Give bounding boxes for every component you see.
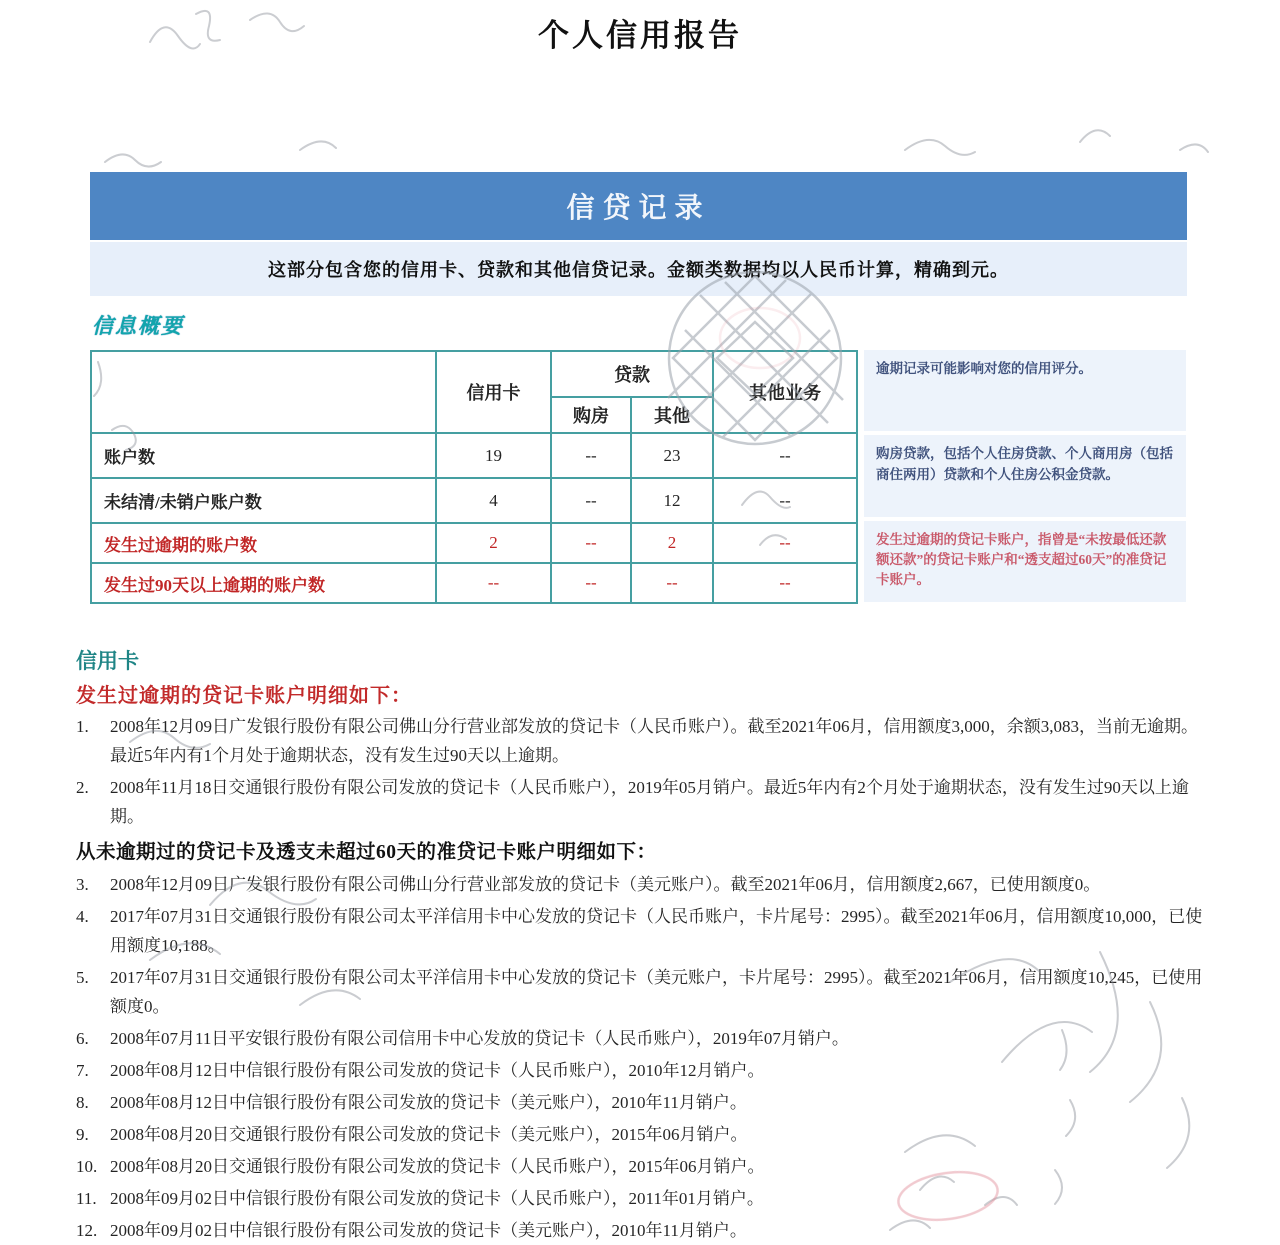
list-item xyxy=(76,1120,1212,1149)
cell-value: 2 xyxy=(631,523,713,563)
cell-value: -- xyxy=(551,433,631,478)
note-overdue-card-definition: 发生过逾期的贷记卡账户，指曾是“未按最低还款额还款”的贷记卡账户和“透支超过60天”的准贷记卡账户。 xyxy=(864,521,1186,602)
item-text: 2008年08月20日交通银行股份有限公司发放的贷记卡（人民币账户），2015年06月销户。 xyxy=(110,1157,765,1176)
item-text: 2008年08月12日中信银行股份有限公司发放的贷记卡（美元账户），2010年11月销户。 xyxy=(110,1093,747,1112)
item-text: 2017年07月31日交通银行股份有限公司太平洋信用卡中心发放的贷记卡（美元账户，卡片尾号：2995）。截至2021年06月，信用额度10,245，已使用额度0。 xyxy=(110,968,1203,1016)
credit-record-banner xyxy=(90,172,1187,240)
row-label-accounts: 账户数 xyxy=(91,433,436,478)
list-item xyxy=(76,1088,1212,1117)
list-item xyxy=(76,1152,1212,1181)
banner-label: 信贷记录 xyxy=(566,192,711,223)
item-text: 2008年08月12日中信银行股份有限公司发放的贷记卡（人民币账户），2010年12月销户。 xyxy=(110,1061,765,1080)
item-number: 7. xyxy=(76,1061,89,1080)
item-number: 10. xyxy=(76,1157,98,1176)
col-header-loan-house: 购房 xyxy=(551,397,631,433)
cell-value: 2 xyxy=(436,523,551,563)
cell-value: -- xyxy=(551,563,631,603)
item-number: 12. xyxy=(76,1221,98,1240)
col-header-loan-other: 其他 xyxy=(631,397,713,433)
list-item xyxy=(76,712,1212,770)
cell-value: 4 xyxy=(436,478,551,523)
table-row xyxy=(91,523,857,563)
credit-card-section-heading: 信用卡 xyxy=(76,649,139,673)
cell-value: 23 xyxy=(631,433,713,478)
item-number: 2. xyxy=(76,778,89,797)
summary-notes xyxy=(864,350,1186,602)
item-number: 1. xyxy=(76,717,89,736)
item-text: 2008年12月09日广发银行股份有限公司佛山分行营业部发放的贷记卡（美元账户）。截至2021年06月，信用额度2,667，已使用额度0。 xyxy=(110,875,1101,894)
item-number: 5. xyxy=(76,968,89,987)
table-row xyxy=(91,433,857,478)
table-row xyxy=(91,478,857,523)
section-subtitle: 这部分包含您的信用卡、贷款和其他信贷记录。金额类数据均以人民币计算，精确到元。 xyxy=(268,260,1009,280)
item-number: 4. xyxy=(76,907,89,926)
col-header-other-business: 其他业务 xyxy=(713,351,857,433)
list-item xyxy=(76,963,1212,1021)
note-house-loan-definition: 购房贷款，包括个人住房贷款、个人商用房（包括商住两用）贷款和个人住房公积金贷款。 xyxy=(864,435,1186,516)
item-text: 2008年09月02日中信银行股份有限公司发放的贷记卡（美元账户），2010年11月销户。 xyxy=(110,1221,747,1240)
item-text: 2008年07月11日平安银行股份有限公司信用卡中心发放的贷记卡（人民币账户），2019年07月销户。 xyxy=(110,1029,849,1048)
row-label-overdue-accounts: 发生过逾期的账户数 xyxy=(91,523,436,563)
never-overdue-heading: 从未逾期过的贷记卡及透支未超过60天的准贷记卡账户明细如下： xyxy=(76,842,657,863)
item-number: 11. xyxy=(76,1189,97,1208)
cell-value: -- xyxy=(713,478,857,523)
item-text: 2008年09月02日中信银行股份有限公司发放的贷记卡（人民币账户），2011年01月销户。 xyxy=(110,1189,764,1208)
item-text: 2008年12月09日广发银行股份有限公司佛山分行营业部发放的贷记卡（人民币账户）。截至2021年06月，信用额度3,000，余额3,083，当前无逾期。最近5年内有1个月处于逾期状态，没有发生过90天以上逾期。 xyxy=(110,717,1198,765)
cell-value: -- xyxy=(713,523,857,563)
cell-value: 19 xyxy=(436,433,551,478)
list-item xyxy=(76,1216,1212,1245)
list-item xyxy=(76,1184,1212,1213)
col-header-loans: 贷款 xyxy=(551,351,713,397)
cell-value: -- xyxy=(551,478,631,523)
cell-value: -- xyxy=(713,433,857,478)
item-number: 6. xyxy=(76,1029,89,1048)
item-number: 9. xyxy=(76,1125,89,1144)
item-text: 2017年07月31日交通银行股份有限公司太平洋信用卡中心发放的贷记卡（人民币账户，卡片尾号：2995）。截至2021年06月，信用额度10,000，已使用额度10,188。 xyxy=(110,907,1203,955)
list-item xyxy=(76,1056,1212,1085)
col-header-credit-card: 信用卡 xyxy=(436,351,551,433)
section-subtitle-band xyxy=(90,242,1187,296)
summary-heading: 信息概要 xyxy=(92,314,184,338)
table-row xyxy=(91,563,857,603)
item-text: 2008年11月18日交通银行股份有限公司发放的贷记卡（人民币账户），2019年05月销户。最近5年内有2个月处于逾期状态，没有发生过90天以上逾期。 xyxy=(110,778,1189,826)
page-title: 个人信用报告 xyxy=(538,18,742,53)
item-text: 2008年08月20日交通银行股份有限公司发放的贷记卡（美元账户），2015年06月销户。 xyxy=(110,1125,748,1144)
row-label-open-accounts: 未结清/未销户账户数 xyxy=(91,478,436,523)
list-item xyxy=(76,773,1212,831)
row-label-overdue-90days-accounts: 发生过90天以上逾期的账户数 xyxy=(91,563,436,603)
cell-value: -- xyxy=(631,563,713,603)
cell-value: -- xyxy=(436,563,551,603)
cell-value: 12 xyxy=(631,478,713,523)
overdue-cards-heading: 发生过逾期的贷记卡账户明细如下： xyxy=(76,685,412,707)
list-item xyxy=(76,902,1212,960)
cell-value: -- xyxy=(713,563,857,603)
credit-card-list xyxy=(76,712,1212,1245)
item-number: 3. xyxy=(76,875,89,894)
list-item xyxy=(76,1024,1212,1053)
item-number: 8. xyxy=(76,1093,89,1112)
summary-table-corner-cell xyxy=(91,351,436,433)
note-overdue-score: 逾期记录可能影响对您的信用评分。 xyxy=(864,350,1186,431)
list-item xyxy=(76,870,1212,899)
cell-value: -- xyxy=(551,523,631,563)
summary-table xyxy=(90,350,858,604)
